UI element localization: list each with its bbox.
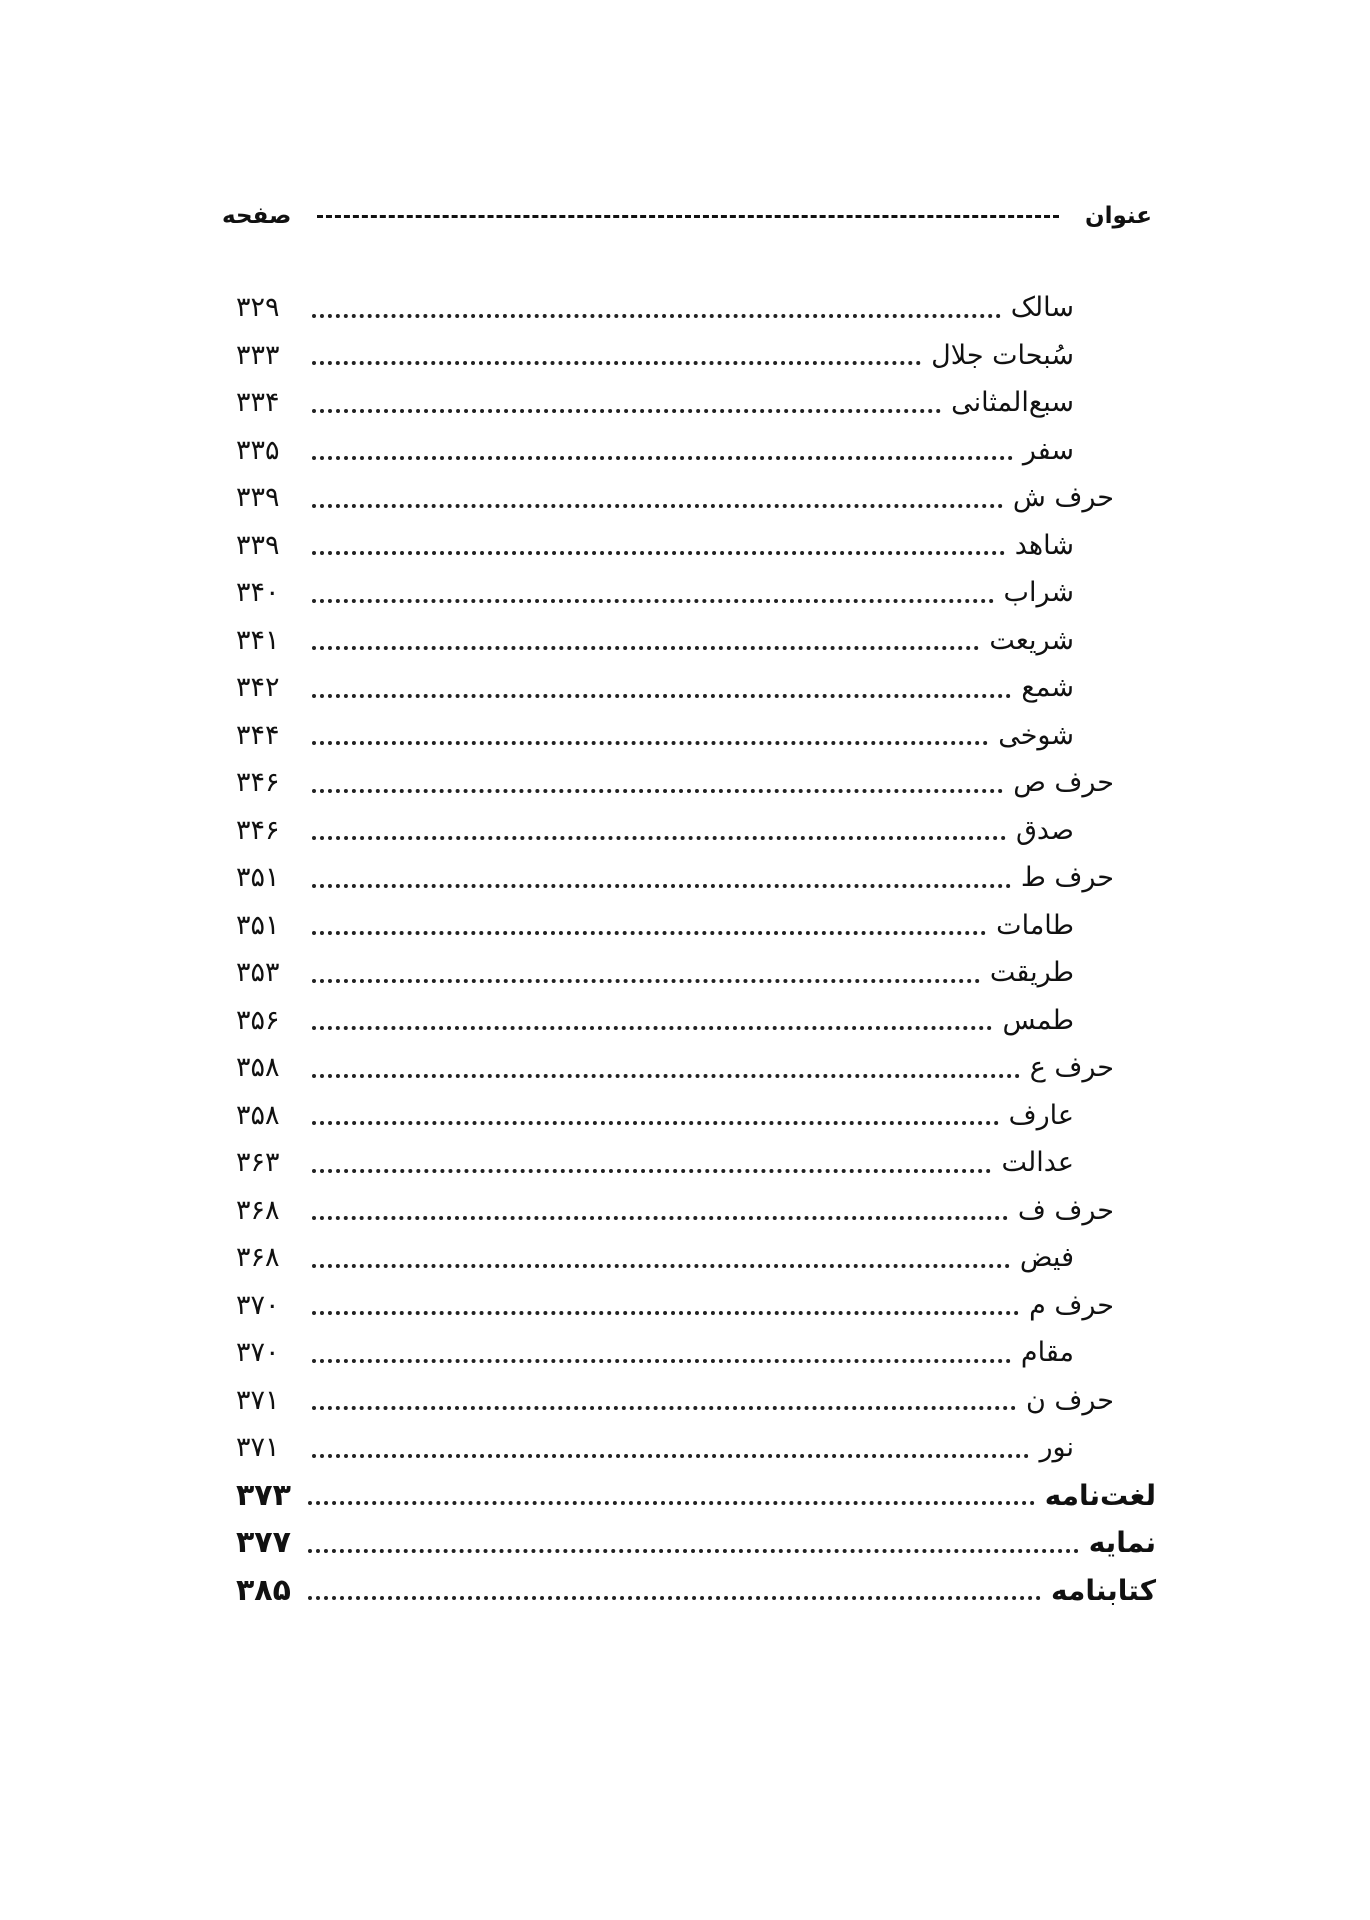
toc-entry-label: نور [1039, 1432, 1074, 1464]
toc-entry-label: شراب [1003, 577, 1074, 609]
dot-leader [312, 1074, 1020, 1078]
dot-leader [312, 836, 1006, 840]
toc-entry-page: ۳۴۶ [236, 767, 280, 799]
toc-entry [236, 902, 1156, 950]
dot-leader [312, 1311, 1019, 1315]
toc-entry [236, 1567, 1156, 1615]
dot-leader [312, 1454, 1029, 1458]
toc-entry-label: طمس [1002, 1004, 1074, 1036]
toc-entry-label: کتابنامه [1051, 1573, 1156, 1607]
toc-entry-label: عارف [1008, 1099, 1074, 1131]
toc-entry [236, 1092, 1156, 1140]
toc-entry-label: سفر [1022, 434, 1074, 466]
toc-entry [236, 1044, 1156, 1092]
toc-entry [236, 1282, 1156, 1330]
toc-entry-page: ۳۶۸ [236, 1242, 280, 1274]
toc-entry-page: ۳۶۸ [236, 1194, 280, 1226]
toc-entry [236, 1329, 1156, 1377]
table-of-contents [236, 284, 1156, 1614]
toc-entry-page: ۳۲۹ [236, 292, 280, 324]
toc-entry-page: ۳۳۳ [236, 339, 280, 371]
toc-entry-label: عدالت [1001, 1147, 1074, 1179]
toc-entry [236, 949, 1156, 997]
toc-entry [236, 1472, 1156, 1520]
toc-entry-page: ۳۷۰ [236, 1337, 280, 1369]
toc-entry [236, 379, 1156, 427]
toc-entry-page: ۳۷۰ [236, 1289, 280, 1321]
toc-entry-page: ۳۵۱ [236, 862, 280, 894]
toc-entry-page: ۳۳۹ [236, 482, 280, 514]
toc-entry-label: طامات [996, 909, 1074, 941]
toc-entry-page: ۳۳۴ [236, 387, 280, 419]
dot-leader [312, 1264, 1010, 1268]
dot-leader [312, 1216, 1008, 1220]
toc-entry-page: ۳۵۱ [236, 909, 280, 941]
toc-entry-page: ۳۸۵ [236, 1572, 291, 1608]
dot-leader [312, 1121, 999, 1125]
toc-entry-label: حرف ف [1017, 1194, 1114, 1226]
toc-entry [236, 759, 1156, 807]
dot-leader [312, 1406, 1016, 1410]
dot-leader [312, 599, 994, 603]
dot-leader [312, 694, 1011, 698]
toc-entry [236, 664, 1156, 712]
toc-entry-page: ۳۷۷ [236, 1525, 291, 1561]
toc-entry-label: مقام [1020, 1337, 1074, 1369]
dot-leader [312, 314, 1001, 318]
toc-entry-label: حرف ن [1026, 1384, 1114, 1416]
toc-entry-page: ۳۵۶ [236, 1004, 280, 1036]
toc-header [222, 196, 1152, 236]
toc-entry-label: فیض [1019, 1242, 1074, 1274]
dot-leader [312, 1169, 991, 1173]
toc-entry-label: حرف ش [1012, 482, 1114, 514]
dot-leader [312, 789, 1003, 793]
toc-entry [236, 332, 1156, 380]
toc-entry-page: ۳۵۳ [236, 957, 280, 989]
toc-entry [236, 474, 1156, 522]
toc-entry-label: سبع‌المثانی [951, 387, 1074, 419]
toc-entry [236, 807, 1156, 855]
toc-entry-page: ۳۳۹ [236, 529, 280, 561]
dot-leader [312, 504, 1003, 508]
toc-entry-page: ۳۳۵ [236, 434, 280, 466]
toc-entry-page: ۳۴۱ [236, 624, 280, 656]
toc-entry-page: ۳۵۸ [236, 1099, 280, 1131]
toc-entry-label: حرف م [1029, 1289, 1114, 1321]
dot-leader [312, 931, 986, 935]
toc-entry [236, 997, 1156, 1045]
toc-entry-label: شاهد [1014, 529, 1074, 561]
dot-leader [312, 884, 1011, 888]
toc-entry-label: طریقت [989, 957, 1074, 989]
toc-entry-label: صدق [1015, 814, 1074, 846]
toc-entry [236, 427, 1156, 475]
toc-entry-label: حرف ص [1013, 767, 1114, 799]
toc-entry-page: ۳۴۲ [236, 672, 280, 704]
toc-entry [236, 522, 1156, 570]
dot-leader [312, 979, 980, 983]
dot-leader [312, 551, 1005, 555]
dot-leader [308, 1549, 1079, 1553]
dot-leader [308, 1596, 1041, 1600]
toc-entry-page: ۳۴۰ [236, 577, 280, 609]
toc-entry-label: لغت‌نامه [1044, 1478, 1156, 1512]
toc-entry [236, 712, 1156, 760]
toc-entry-label: شریعت [989, 624, 1074, 656]
dot-leader [312, 361, 921, 365]
header-page-label: صفحه [222, 203, 292, 229]
toc-entry-page: ۳۶۳ [236, 1147, 280, 1179]
toc-entry [236, 1139, 1156, 1187]
toc-entry [236, 569, 1156, 617]
toc-entry-label: شوخی [998, 719, 1074, 751]
toc-entry [236, 1424, 1156, 1472]
toc-entry [236, 854, 1156, 902]
toc-entry-page: ۳۴۶ [236, 814, 280, 846]
toc-entry-label: حرف ط [1020, 862, 1114, 894]
toc-entry-label: حرف ع [1029, 1052, 1114, 1084]
dot-leader [308, 1501, 1035, 1505]
toc-entry [236, 1377, 1156, 1425]
toc-entry-page: ۳۷۱ [236, 1432, 280, 1464]
dot-leader [312, 646, 979, 650]
toc-entry-page: ۳۷۱ [236, 1384, 280, 1416]
toc-entry-page: ۳۵۸ [236, 1052, 280, 1084]
dot-leader [312, 1026, 992, 1030]
toc-entry-label: نمایه [1088, 1526, 1156, 1560]
dot-leader [312, 741, 988, 745]
dot-leader [312, 409, 941, 413]
toc-entry [236, 617, 1156, 665]
toc-entry [236, 1187, 1156, 1235]
dot-leader [312, 456, 1013, 460]
header-dashed-rule [317, 215, 1059, 218]
toc-entry-page: ۳۴۴ [236, 719, 280, 751]
toc-entry [236, 1519, 1156, 1567]
dot-leader [312, 1359, 1011, 1363]
toc-entry-label: شمع [1021, 672, 1074, 704]
toc-entry [236, 284, 1156, 332]
toc-entry-page: ۳۷۳ [236, 1477, 291, 1513]
toc-entry [236, 1234, 1156, 1282]
header-title: عنوان [1084, 203, 1152, 229]
toc-entry-label: سُبحات جلال [931, 339, 1074, 371]
toc-entry-label: سالک [1010, 292, 1074, 324]
